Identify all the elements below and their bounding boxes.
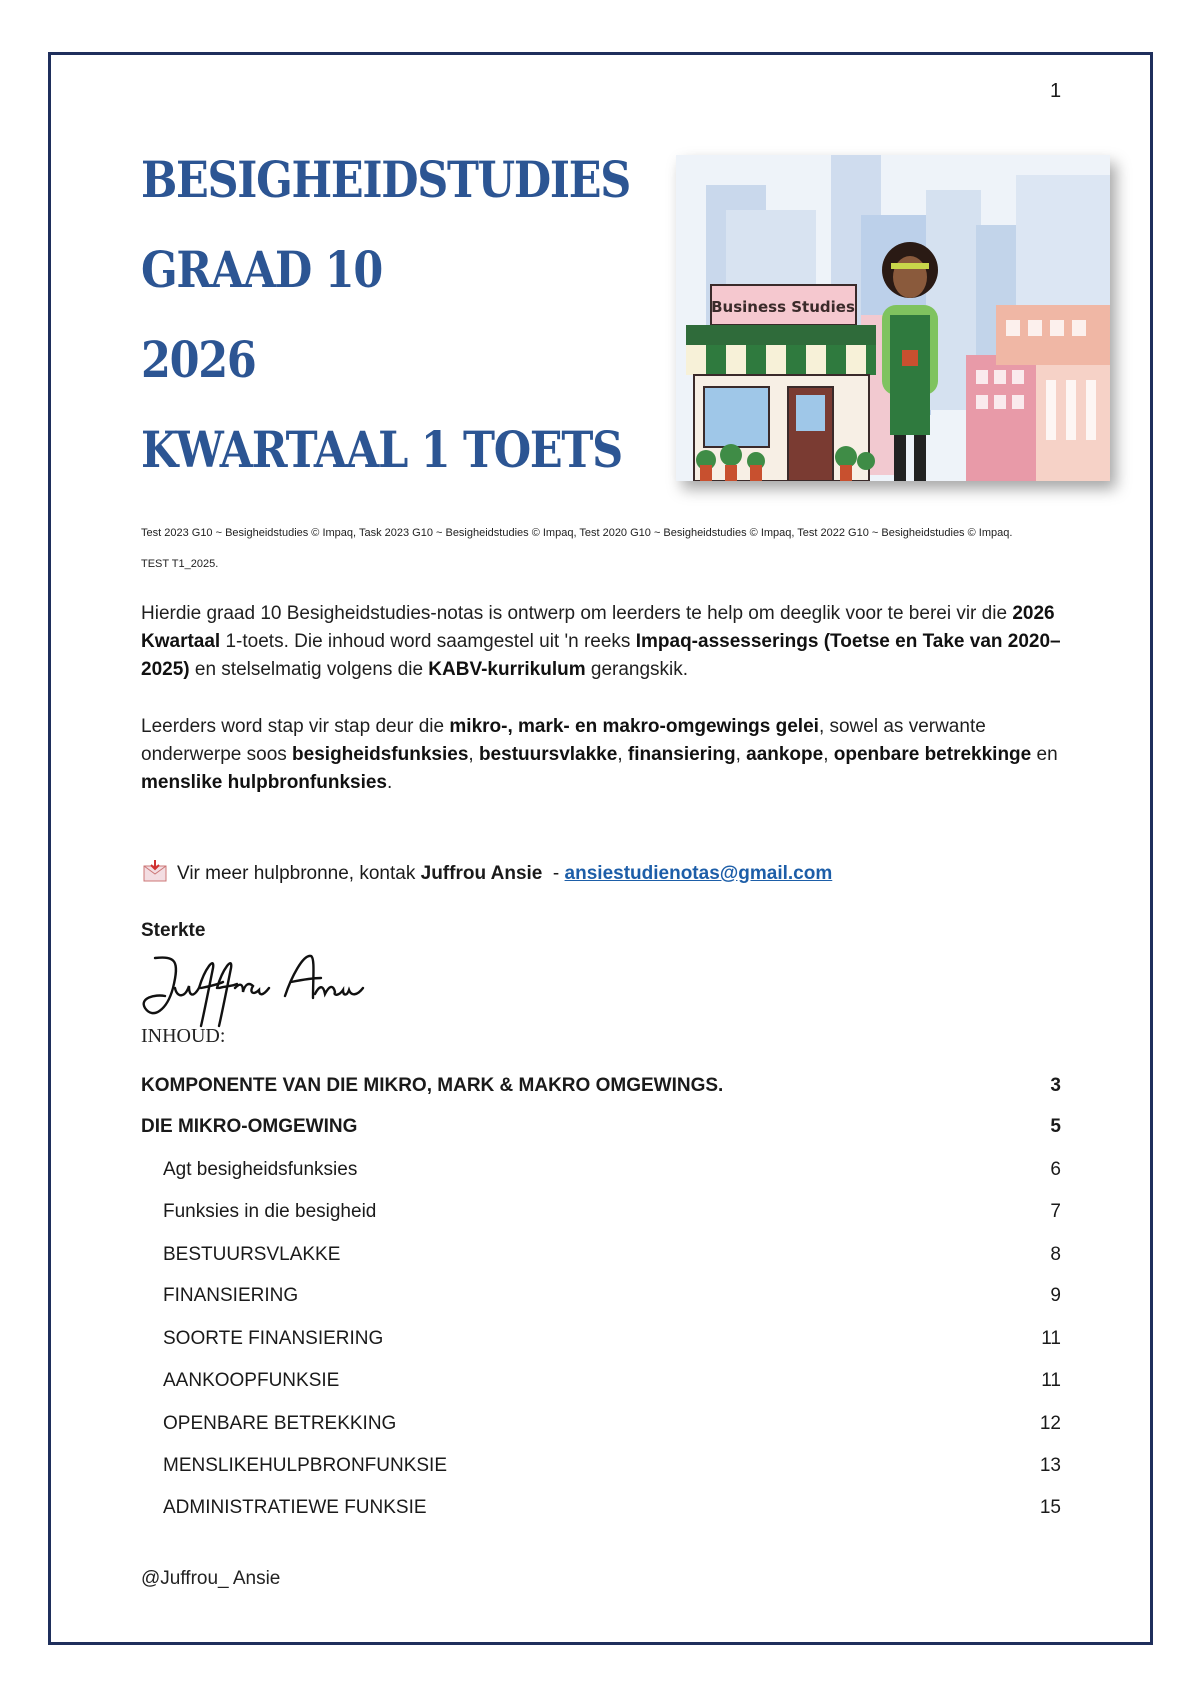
text-run: Leerders word stap vir stap deur die <box>141 716 450 737</box>
toc-entry-page: 11 <box>1041 1328 1061 1349</box>
bold-phrase: Impaq-assesserings (Toetse en Take van 2020–2025) <box>141 631 1061 680</box>
contact-email-link[interactable]: ansiestudienotas@gmail.com <box>564 863 833 884</box>
toc-entry-label: ADMINISTRATIEWE FUNKSIE <box>163 1497 427 1518</box>
toc-entry[interactable] <box>141 1116 1061 1138</box>
contact-prefix: Vir meer hulpbronne, kontak <box>177 863 421 884</box>
toc-entry-label: Agt besigheidsfunksies <box>163 1159 358 1180</box>
toc-entry-label: BESTUURSVLAKKE <box>163 1244 341 1265</box>
toc-entry-page: 9 <box>1050 1285 1061 1306</box>
toc-entry-label: SOORTE FINANSIERING <box>163 1328 384 1349</box>
text-run: Hierdie graad 10 Besigheidstudies-notas is ontwerp om leerders te help om deeglik voor te berei vir die <box>141 603 1013 624</box>
intro-paragraph-1 <box>141 600 1066 684</box>
toc-entry-page: 13 <box>1039 1455 1061 1476</box>
text-run: , <box>617 744 628 765</box>
text-run: , <box>468 744 479 765</box>
toc-entry-label: AANKOOPFUNKSIE <box>163 1370 340 1391</box>
source-citation: Test 2023 G10 ~ Besigheidstudies © Impaq, Task 2023 G10 ~ Besigheidstudies © Impaq, Test 2020 G10 ~ Besigheidstudies © Impaq, Test 2022 G10 ~ Besigheidstudies © Impaq. TEST T1_2025. <box>141 527 1013 570</box>
page-number: 1 <box>1050 80 1062 102</box>
contact-separator: - <box>542 863 565 884</box>
signature-image <box>135 948 365 1033</box>
bold-phrase: finansiering <box>627 744 736 765</box>
intro-paragraph-2 <box>141 713 1066 797</box>
contact-line <box>143 860 832 888</box>
text-run: . <box>387 772 393 793</box>
toc-entry-page: 8 <box>1050 1244 1061 1265</box>
toc-entry-label: MENSLIKEHULPBRONFUNKSIE <box>163 1455 448 1476</box>
footer-handle: @Juffrou_ Ansie <box>141 1568 281 1589</box>
title-line-3: 2026 <box>141 330 256 389</box>
toc-entry[interactable] <box>141 1455 1061 1477</box>
closing-sterkte: Sterkte <box>141 920 206 941</box>
toc-entry-label: OPENBARE BETREKKING <box>163 1413 397 1434</box>
bold-phrase: KABV-kurrikulum <box>428 659 586 680</box>
toc-entry[interactable] <box>141 1075 1061 1097</box>
toc-entry[interactable] <box>141 1413 1061 1435</box>
title-line-1: BESIGHEIDSTUDIES <box>141 150 630 209</box>
toc-entry-label: KOMPONENTE VAN DIE MIKRO, MARK & MAKRO OMGEWINGS. <box>141 1075 724 1096</box>
table-of-contents-heading: INHOUD: <box>141 1025 226 1047</box>
bold-phrase: mikro-, mark- en makro-omgewings gelei <box>449 716 819 737</box>
toc-entry-page: 5 <box>1050 1116 1061 1137</box>
bold-phrase: besigheidsfunksies <box>292 744 469 765</box>
shop-sign-text: Business Studies <box>711 298 855 316</box>
toc-entry-page: 3 <box>1050 1075 1061 1096</box>
text-run: en <box>1031 744 1058 765</box>
toc-entry[interactable] <box>141 1159 1061 1181</box>
title-line-2: GRAAD 10 <box>141 240 382 299</box>
text-run: en stelselmatig volgens die <box>189 659 429 680</box>
bold-phrase: 2026 Kwartaal <box>141 603 1055 652</box>
bold-phrase: menslike hulpbronfunksies <box>141 772 387 793</box>
envelope-icon <box>143 860 167 888</box>
toc-entry[interactable] <box>141 1244 1061 1266</box>
text-run: 1-toets. Die inhoud word saamgestel uit 'n reeks <box>220 631 636 652</box>
toc-entry[interactable] <box>141 1201 1061 1223</box>
hero-illustration <box>676 155 1110 481</box>
text-run: , <box>735 744 747 765</box>
toc-entry[interactable] <box>141 1370 1061 1392</box>
toc-entry-label: DIE MIKRO-OMGEWING <box>141 1116 358 1137</box>
text-run: , <box>823 744 834 765</box>
bold-phrase: bestuursvlakke <box>478 744 618 765</box>
title-line-4: KWARTAAL 1 TOETS <box>141 420 622 479</box>
bold-phrase: openbare betrekkinge <box>833 744 1032 765</box>
toc-entry-page: 15 <box>1039 1497 1061 1518</box>
text-run: , sowel as verwante onderwerpe soos <box>141 716 986 765</box>
contact-name: Juffrou Ansie <box>420 863 543 884</box>
toc-entry[interactable] <box>141 1328 1061 1350</box>
toc-entry[interactable] <box>141 1285 1061 1307</box>
text-run: gerangskik. <box>585 659 689 680</box>
toc-entry-label: Funksies in die besigheid <box>163 1201 377 1222</box>
toc-entry-page: 11 <box>1041 1370 1061 1391</box>
bold-phrase: aankope <box>746 744 824 765</box>
toc-entry[interactable] <box>141 1497 1061 1519</box>
signature-icon <box>135 948 365 1028</box>
shop-illustration-icon <box>676 155 1110 481</box>
toc-entry-page: 12 <box>1039 1413 1061 1434</box>
toc-entry-page: 7 <box>1050 1201 1061 1222</box>
toc-entry-page: 6 <box>1050 1159 1061 1180</box>
toc-entry-label: FINANSIERING <box>163 1285 299 1306</box>
